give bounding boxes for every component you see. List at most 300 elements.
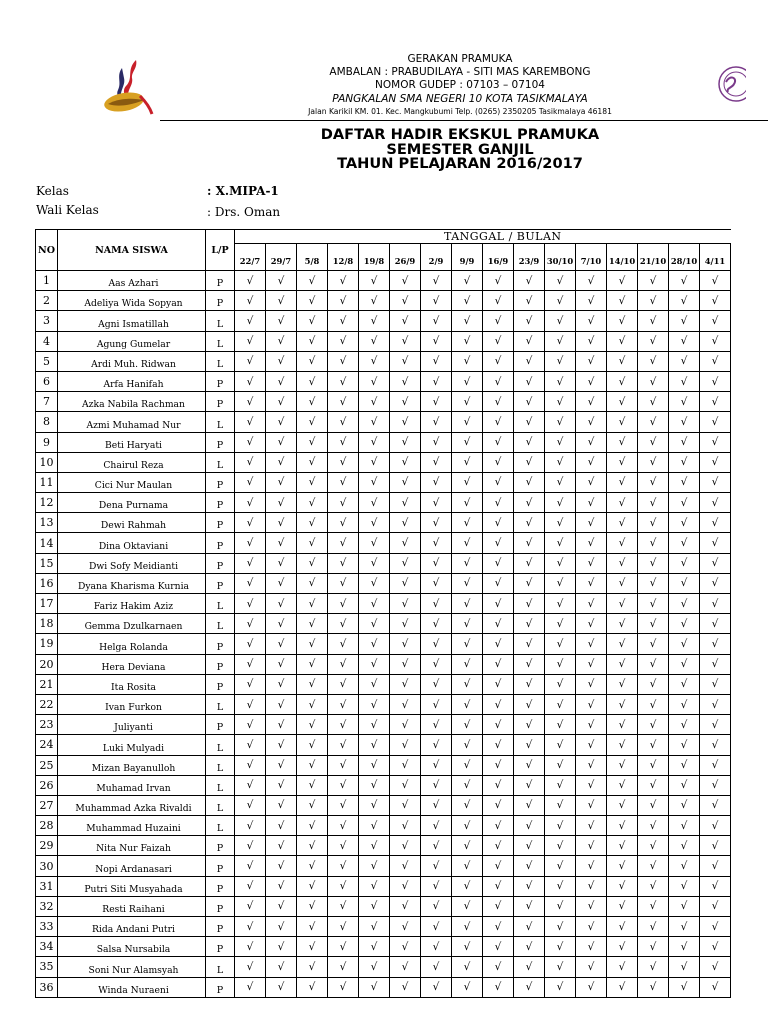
header-date: 30/10 bbox=[545, 244, 576, 271]
attendance-check: √ bbox=[638, 937, 669, 957]
student-gender: P bbox=[206, 836, 235, 856]
attendance-check: √ bbox=[514, 856, 545, 876]
attendance-check: √ bbox=[514, 917, 545, 937]
attendance-check: √ bbox=[483, 816, 514, 836]
attendance-check: √ bbox=[483, 493, 514, 513]
attendance-check: √ bbox=[483, 594, 514, 614]
attendance-check: √ bbox=[483, 634, 514, 654]
attendance-check: √ bbox=[514, 533, 545, 553]
attendance-check: √ bbox=[514, 755, 545, 775]
attendance-check: √ bbox=[359, 533, 390, 553]
attendance-check: √ bbox=[452, 472, 483, 492]
attendance-check: √ bbox=[607, 876, 638, 896]
attendance-check: √ bbox=[700, 493, 731, 513]
attendance-check: √ bbox=[483, 432, 514, 452]
attendance-check: √ bbox=[297, 836, 328, 856]
attendance-check: √ bbox=[297, 594, 328, 614]
header-date: 5/8 bbox=[297, 244, 328, 271]
student-gender: P bbox=[206, 371, 235, 391]
attendance-check: √ bbox=[452, 331, 483, 351]
attendance-check: √ bbox=[390, 351, 421, 371]
table-row bbox=[36, 816, 731, 836]
attendance-check: √ bbox=[266, 917, 297, 937]
attendance-check: √ bbox=[359, 816, 390, 836]
attendance-check: √ bbox=[452, 412, 483, 432]
student-name: Putri Siti Musyahada bbox=[58, 876, 206, 896]
attendance-check: √ bbox=[700, 472, 731, 492]
table-row bbox=[36, 836, 731, 856]
attendance-check: √ bbox=[359, 654, 390, 674]
row-number: 14 bbox=[36, 533, 58, 553]
attendance-check: √ bbox=[359, 371, 390, 391]
student-gender: P bbox=[206, 977, 235, 997]
student-name: Winda Nuraeni bbox=[58, 977, 206, 997]
student-gender: P bbox=[206, 472, 235, 492]
attendance-check: √ bbox=[266, 432, 297, 452]
attendance-check: √ bbox=[421, 412, 452, 432]
attendance-check: √ bbox=[638, 654, 669, 674]
attendance-check: √ bbox=[266, 795, 297, 815]
attendance-check: √ bbox=[266, 896, 297, 916]
attendance-check: √ bbox=[328, 553, 359, 573]
attendance-check: √ bbox=[514, 594, 545, 614]
attendance-check: √ bbox=[390, 553, 421, 573]
attendance-check: √ bbox=[669, 715, 700, 735]
attendance-check: √ bbox=[235, 493, 266, 513]
attendance-check: √ bbox=[545, 493, 576, 513]
attendance-check: √ bbox=[700, 392, 731, 412]
attendance-check: √ bbox=[297, 472, 328, 492]
student-gender: P bbox=[206, 917, 235, 937]
attendance-check: √ bbox=[700, 331, 731, 351]
attendance-check: √ bbox=[421, 351, 452, 371]
row-number: 13 bbox=[36, 513, 58, 533]
student-name: Muhammad Azka Rivaldi bbox=[58, 795, 206, 815]
attendance-check: √ bbox=[328, 331, 359, 351]
attendance-check: √ bbox=[669, 331, 700, 351]
attendance-check: √ bbox=[545, 573, 576, 593]
student-name: Resti Raihani bbox=[58, 896, 206, 916]
attendance-check: √ bbox=[638, 412, 669, 432]
table-row bbox=[36, 775, 731, 795]
attendance-check: √ bbox=[452, 553, 483, 573]
attendance-check: √ bbox=[483, 937, 514, 957]
attendance-check: √ bbox=[390, 614, 421, 634]
kelas-label: Kelas bbox=[36, 184, 69, 198]
attendance-check: √ bbox=[669, 472, 700, 492]
student-gender: P bbox=[206, 715, 235, 735]
attendance-check: √ bbox=[669, 775, 700, 795]
row-number: 11 bbox=[36, 472, 58, 492]
attendance-check: √ bbox=[421, 371, 452, 391]
attendance-check: √ bbox=[235, 917, 266, 937]
attendance-check: √ bbox=[545, 614, 576, 634]
attendance-check: √ bbox=[266, 876, 297, 896]
attendance-check: √ bbox=[421, 977, 452, 997]
attendance-check: √ bbox=[638, 392, 669, 412]
student-gender: P bbox=[206, 674, 235, 694]
attendance-check: √ bbox=[452, 614, 483, 634]
attendance-check: √ bbox=[421, 573, 452, 593]
attendance-check: √ bbox=[235, 654, 266, 674]
attendance-check: √ bbox=[576, 775, 607, 795]
student-name: Cici Nur Maulan bbox=[58, 472, 206, 492]
attendance-check: √ bbox=[452, 715, 483, 735]
attendance-check: √ bbox=[452, 937, 483, 957]
attendance-check: √ bbox=[607, 331, 638, 351]
header-date: 23/9 bbox=[514, 244, 545, 271]
attendance-check: √ bbox=[328, 816, 359, 836]
attendance-check: √ bbox=[607, 755, 638, 775]
attendance-check: √ bbox=[452, 513, 483, 533]
attendance-check: √ bbox=[576, 493, 607, 513]
attendance-check: √ bbox=[328, 917, 359, 937]
attendance-check: √ bbox=[328, 856, 359, 876]
student-gender: P bbox=[206, 493, 235, 513]
attendance-check: √ bbox=[607, 694, 638, 714]
attendance-check: √ bbox=[607, 836, 638, 856]
row-number: 7 bbox=[36, 392, 58, 412]
attendance-check: √ bbox=[545, 957, 576, 977]
attendance-check: √ bbox=[328, 311, 359, 331]
attendance-check: √ bbox=[359, 876, 390, 896]
attendance-check: √ bbox=[452, 816, 483, 836]
attendance-check: √ bbox=[235, 795, 266, 815]
attendance-check: √ bbox=[390, 573, 421, 593]
attendance-check: √ bbox=[545, 755, 576, 775]
attendance-check: √ bbox=[576, 836, 607, 856]
attendance-check: √ bbox=[390, 715, 421, 735]
attendance-check: √ bbox=[297, 937, 328, 957]
attendance-check: √ bbox=[390, 795, 421, 815]
attendance-check: √ bbox=[266, 816, 297, 836]
row-number: 19 bbox=[36, 634, 58, 654]
attendance-check: √ bbox=[638, 331, 669, 351]
attendance-check: √ bbox=[576, 715, 607, 735]
attendance-check: √ bbox=[638, 472, 669, 492]
attendance-check: √ bbox=[700, 755, 731, 775]
attendance-check: √ bbox=[328, 392, 359, 412]
attendance-check: √ bbox=[390, 856, 421, 876]
attendance-check: √ bbox=[607, 594, 638, 614]
attendance-check: √ bbox=[669, 311, 700, 331]
student-name: Nita Nur Faizah bbox=[58, 836, 206, 856]
attendance-check: √ bbox=[421, 311, 452, 331]
row-number: 5 bbox=[36, 351, 58, 371]
attendance-check: √ bbox=[266, 977, 297, 997]
student-name: Beti Haryati bbox=[58, 432, 206, 452]
attendance-check: √ bbox=[700, 896, 731, 916]
attendance-check: √ bbox=[297, 271, 328, 291]
student-name: Nopi Ardanasari bbox=[58, 856, 206, 876]
attendance-check: √ bbox=[514, 816, 545, 836]
table-row bbox=[36, 896, 731, 916]
row-number: 20 bbox=[36, 654, 58, 674]
header-no: NO bbox=[36, 230, 58, 271]
attendance-check: √ bbox=[297, 957, 328, 977]
student-name: Gemma Dzulkarnaen bbox=[58, 614, 206, 634]
attendance-check: √ bbox=[576, 351, 607, 371]
attendance-check: √ bbox=[483, 573, 514, 593]
attendance-check: √ bbox=[266, 331, 297, 351]
table-row bbox=[36, 614, 731, 634]
attendance-check: √ bbox=[483, 311, 514, 331]
attendance-check: √ bbox=[514, 937, 545, 957]
table-row bbox=[36, 452, 731, 472]
attendance-check: √ bbox=[545, 331, 576, 351]
document-title bbox=[260, 128, 660, 172]
attendance-check: √ bbox=[421, 856, 452, 876]
attendance-check: √ bbox=[638, 735, 669, 755]
attendance-check: √ bbox=[359, 775, 390, 795]
attendance-check: √ bbox=[638, 432, 669, 452]
attendance-check: √ bbox=[421, 876, 452, 896]
row-number: 33 bbox=[36, 917, 58, 937]
attendance-check: √ bbox=[421, 291, 452, 311]
attendance-check: √ bbox=[452, 432, 483, 452]
table-row bbox=[36, 876, 731, 896]
letterhead-ambalan: AMBALAN : PRABUDILAYA - SITI MAS KAREMBONG bbox=[329, 66, 591, 79]
attendance-check: √ bbox=[700, 291, 731, 311]
attendance-check: √ bbox=[545, 856, 576, 876]
attendance-check: √ bbox=[390, 452, 421, 472]
attendance-check: √ bbox=[576, 654, 607, 674]
attendance-check: √ bbox=[328, 755, 359, 775]
attendance-check: √ bbox=[576, 472, 607, 492]
attendance-check: √ bbox=[669, 351, 700, 371]
attendance-check: √ bbox=[483, 513, 514, 533]
attendance-check: √ bbox=[266, 836, 297, 856]
attendance-check: √ bbox=[576, 573, 607, 593]
attendance-check: √ bbox=[483, 917, 514, 937]
attendance-check: √ bbox=[452, 977, 483, 997]
attendance-check: √ bbox=[390, 755, 421, 775]
letterhead-divider bbox=[160, 120, 768, 121]
row-number: 10 bbox=[36, 452, 58, 472]
attendance-check: √ bbox=[421, 594, 452, 614]
attendance-check: √ bbox=[669, 614, 700, 634]
attendance-check: √ bbox=[452, 795, 483, 815]
student-gender: L bbox=[206, 735, 235, 755]
attendance-check: √ bbox=[390, 291, 421, 311]
attendance-check: √ bbox=[514, 977, 545, 997]
attendance-check: √ bbox=[421, 513, 452, 533]
attendance-check: √ bbox=[638, 493, 669, 513]
attendance-check: √ bbox=[297, 634, 328, 654]
attendance-check: √ bbox=[297, 452, 328, 472]
attendance-check: √ bbox=[452, 533, 483, 553]
attendance-check: √ bbox=[483, 351, 514, 371]
attendance-check: √ bbox=[390, 594, 421, 614]
attendance-check: √ bbox=[483, 412, 514, 432]
attendance-check: √ bbox=[452, 654, 483, 674]
attendance-check: √ bbox=[607, 775, 638, 795]
row-number: 30 bbox=[36, 856, 58, 876]
attendance-check: √ bbox=[266, 553, 297, 573]
header-tanggal-bulan: TANGGAL / BULAN bbox=[235, 230, 731, 244]
student-gender: L bbox=[206, 351, 235, 371]
attendance-check: √ bbox=[390, 654, 421, 674]
table-row bbox=[36, 351, 731, 371]
attendance-check: √ bbox=[297, 331, 328, 351]
header-date: 9/9 bbox=[452, 244, 483, 271]
attendance-check: √ bbox=[235, 816, 266, 836]
student-name: Chairul Reza bbox=[58, 452, 206, 472]
attendance-check: √ bbox=[235, 876, 266, 896]
attendance-check: √ bbox=[421, 735, 452, 755]
attendance-check: √ bbox=[297, 917, 328, 937]
attendance-check: √ bbox=[266, 412, 297, 432]
attendance-check: √ bbox=[700, 371, 731, 391]
attendance-check: √ bbox=[390, 634, 421, 654]
attendance-check: √ bbox=[669, 674, 700, 694]
student-gender: L bbox=[206, 331, 235, 351]
attendance-check: √ bbox=[421, 715, 452, 735]
row-number: 31 bbox=[36, 876, 58, 896]
attendance-check: √ bbox=[700, 594, 731, 614]
table-row bbox=[36, 957, 731, 977]
attendance-check: √ bbox=[576, 917, 607, 937]
attendance-check: √ bbox=[607, 351, 638, 371]
attendance-check: √ bbox=[576, 392, 607, 412]
attendance-check: √ bbox=[328, 634, 359, 654]
attendance-check: √ bbox=[514, 836, 545, 856]
attendance-check: √ bbox=[359, 755, 390, 775]
attendance-check: √ bbox=[700, 715, 731, 735]
attendance-check: √ bbox=[483, 755, 514, 775]
student-name: Dyana Kharisma Kurnia bbox=[58, 573, 206, 593]
attendance-check: √ bbox=[514, 472, 545, 492]
attendance-check: √ bbox=[297, 392, 328, 412]
attendance-check: √ bbox=[669, 856, 700, 876]
attendance-check: √ bbox=[328, 735, 359, 755]
attendance-check: √ bbox=[359, 694, 390, 714]
attendance-check: √ bbox=[266, 533, 297, 553]
attendance-check: √ bbox=[328, 614, 359, 634]
attendance-check: √ bbox=[266, 594, 297, 614]
attendance-check: √ bbox=[607, 634, 638, 654]
attendance-check: √ bbox=[638, 351, 669, 371]
header-date: 26/9 bbox=[390, 244, 421, 271]
attendance-check: √ bbox=[328, 513, 359, 533]
attendance-check: √ bbox=[359, 291, 390, 311]
attendance-check: √ bbox=[669, 533, 700, 553]
attendance-check: √ bbox=[421, 553, 452, 573]
attendance-check: √ bbox=[545, 513, 576, 533]
attendance-check: √ bbox=[483, 795, 514, 815]
attendance-check: √ bbox=[576, 311, 607, 331]
attendance-check: √ bbox=[545, 634, 576, 654]
table-row bbox=[36, 735, 731, 755]
attendance-check: √ bbox=[452, 392, 483, 412]
attendance-check: √ bbox=[359, 674, 390, 694]
attendance-check: √ bbox=[235, 271, 266, 291]
table-row bbox=[36, 634, 731, 654]
attendance-check: √ bbox=[421, 331, 452, 351]
student-name: Adeliya Wida Sopyan bbox=[58, 291, 206, 311]
attendance-check: √ bbox=[576, 896, 607, 916]
table-row bbox=[36, 573, 731, 593]
attendance-check: √ bbox=[359, 614, 390, 634]
attendance-check: √ bbox=[359, 452, 390, 472]
student-name: Juliyanti bbox=[58, 715, 206, 735]
attendance-check: √ bbox=[669, 957, 700, 977]
row-number: 21 bbox=[36, 674, 58, 694]
attendance-check: √ bbox=[700, 977, 731, 997]
student-name: Rida Andani Putri bbox=[58, 917, 206, 937]
attendance-check: √ bbox=[266, 856, 297, 876]
row-number: 22 bbox=[36, 694, 58, 714]
attendance-check: √ bbox=[421, 896, 452, 916]
attendance-check: √ bbox=[700, 957, 731, 977]
attendance-check: √ bbox=[359, 392, 390, 412]
kelas-value: : X.MIPA-1 bbox=[207, 184, 279, 198]
attendance-check: √ bbox=[452, 351, 483, 371]
table-row bbox=[36, 654, 731, 674]
attendance-check: √ bbox=[483, 957, 514, 977]
attendance-check: √ bbox=[421, 674, 452, 694]
student-gender: L bbox=[206, 816, 235, 836]
attendance-check: √ bbox=[235, 412, 266, 432]
attendance-check: √ bbox=[607, 715, 638, 735]
attendance-check: √ bbox=[607, 452, 638, 472]
attendance-check: √ bbox=[545, 775, 576, 795]
attendance-check: √ bbox=[390, 412, 421, 432]
attendance-check: √ bbox=[576, 271, 607, 291]
row-number: 29 bbox=[36, 836, 58, 856]
attendance-check: √ bbox=[328, 937, 359, 957]
attendance-check: √ bbox=[452, 311, 483, 331]
attendance-check: √ bbox=[452, 856, 483, 876]
attendance-check: √ bbox=[638, 291, 669, 311]
attendance-check: √ bbox=[390, 533, 421, 553]
student-gender: L bbox=[206, 775, 235, 795]
attendance-check: √ bbox=[514, 553, 545, 573]
attendance-check: √ bbox=[576, 876, 607, 896]
attendance-check: √ bbox=[607, 493, 638, 513]
row-number: 9 bbox=[36, 432, 58, 452]
attendance-check: √ bbox=[266, 775, 297, 795]
attendance-check: √ bbox=[545, 937, 576, 957]
attendance-check: √ bbox=[700, 553, 731, 573]
attendance-check: √ bbox=[700, 674, 731, 694]
header-date: 28/10 bbox=[669, 244, 700, 271]
attendance-check: √ bbox=[235, 735, 266, 755]
attendance-check: √ bbox=[328, 876, 359, 896]
attendance-check: √ bbox=[483, 392, 514, 412]
attendance-check: √ bbox=[328, 351, 359, 371]
table-row bbox=[36, 331, 731, 351]
attendance-check: √ bbox=[607, 472, 638, 492]
attendance-check: √ bbox=[359, 856, 390, 876]
row-number: 28 bbox=[36, 816, 58, 836]
attendance-check: √ bbox=[359, 311, 390, 331]
attendance-check: √ bbox=[266, 311, 297, 331]
row-number: 26 bbox=[36, 775, 58, 795]
attendance-check: √ bbox=[607, 917, 638, 937]
attendance-check: √ bbox=[545, 412, 576, 432]
attendance-check: √ bbox=[669, 654, 700, 674]
attendance-check: √ bbox=[700, 917, 731, 937]
attendance-check: √ bbox=[421, 392, 452, 412]
attendance-check: √ bbox=[235, 755, 266, 775]
row-number: 25 bbox=[36, 755, 58, 775]
attendance-check: √ bbox=[483, 715, 514, 735]
student-name: Muhamad Irvan bbox=[58, 775, 206, 795]
attendance-check: √ bbox=[235, 553, 266, 573]
attendance-check: √ bbox=[266, 614, 297, 634]
attendance-check: √ bbox=[483, 533, 514, 553]
